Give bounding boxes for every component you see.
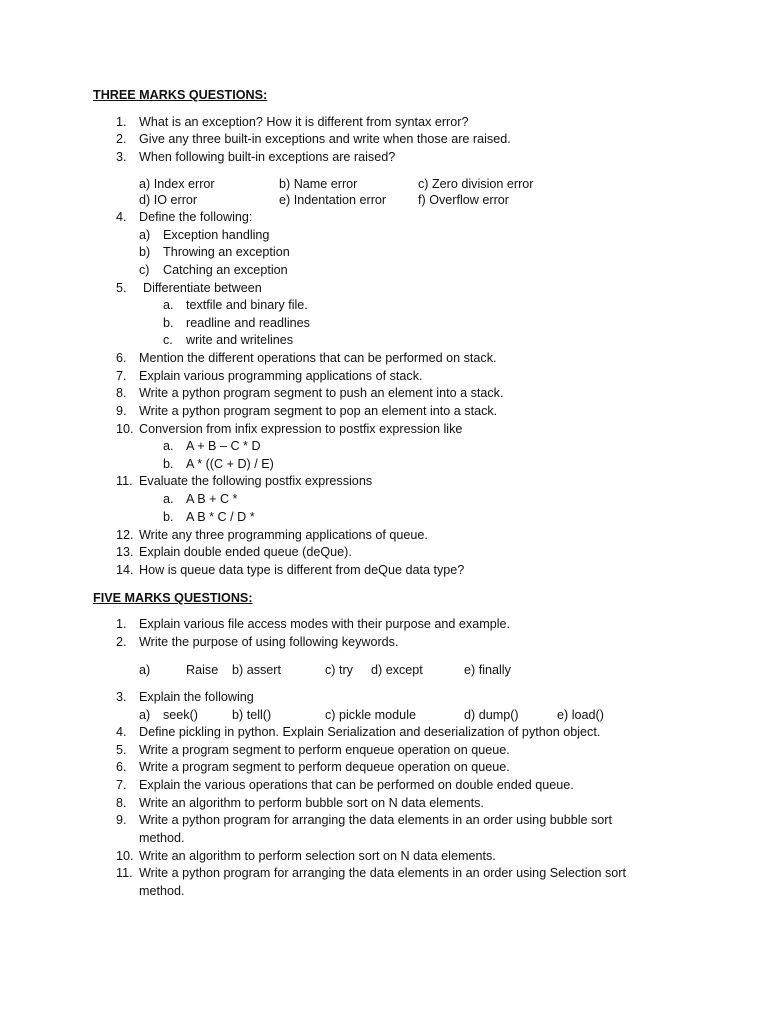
- list-item-number: 2.: [116, 132, 127, 146]
- list-item-text: Differentiate between: [143, 281, 262, 295]
- list-item-text: Define pickling in python. Explain Serialization and deserialization of python object.: [139, 725, 601, 739]
- sub-item-label: b.: [163, 510, 174, 524]
- list-item-text: Mention the different operations that can be performed on stack.: [139, 351, 497, 365]
- list-item-text: Write an algorithm to perform bubble sort on N data elements.: [139, 796, 484, 810]
- sub-item-label: b): [139, 245, 151, 259]
- sub-item-label: c.: [163, 333, 173, 347]
- option-text: d) IO error: [139, 193, 198, 207]
- list-item-number: 8.: [116, 796, 127, 810]
- list-item-text: Write the purpose of using following keywords.: [139, 635, 399, 649]
- list-item-text: Conversion from infix expression to postfix expression like: [139, 422, 463, 436]
- sub-item-label: a.: [163, 298, 174, 312]
- list-item-text: Write a python program for arranging the data elements in an order using bubble sort: [139, 813, 613, 827]
- list-item-number: 11.: [116, 866, 133, 880]
- list-item-number: 5.: [116, 281, 127, 295]
- sub-item-label: a): [139, 228, 151, 242]
- sub-item-text: Throwing an exception: [163, 245, 290, 259]
- five-marks-heading: FIVE MARKS QUESTIONS:: [93, 591, 253, 605]
- option-text: e) load(): [557, 708, 604, 722]
- sub-item-label: a.: [163, 492, 174, 506]
- option-text: seek(): [163, 708, 198, 722]
- list-item-text: Write a python program segment to push an element into a stack.: [139, 386, 504, 400]
- list-item-text: Explain various file access modes with their purpose and example.: [139, 617, 511, 631]
- list-item-number: 2.: [116, 635, 127, 649]
- option-text: Raise: [186, 663, 219, 677]
- list-item-number: 4.: [116, 725, 127, 739]
- list-item-number: 1.: [116, 617, 127, 631]
- list-item-number: 5.: [116, 743, 127, 757]
- option-text: c) Zero division error: [418, 177, 534, 191]
- list-item-continuation: method.: [139, 884, 185, 898]
- list-item-text: Write an algorithm to perform selection sort on N data elements.: [139, 849, 496, 863]
- sub-item-text: Catching an exception: [163, 263, 288, 277]
- option-text: b) tell(): [232, 708, 272, 722]
- option-text: a): [139, 708, 151, 722]
- list-item-number: 13.: [116, 545, 134, 559]
- list-item-number: 12.: [116, 528, 134, 542]
- list-item-text: Write any three programming applications of queue.: [139, 528, 428, 542]
- list-item-text: Explain double ended queue (deQue).: [139, 545, 352, 559]
- sub-item-label: b.: [163, 457, 174, 471]
- list-item-text: What is an exception? How it is different from syntax error?: [139, 115, 469, 129]
- list-item-number: 1.: [116, 115, 127, 129]
- list-item-text: Write a python program for arranging the data elements in an order using Selection sort: [139, 866, 626, 880]
- option-text: d) dump(): [464, 708, 519, 722]
- sub-item-text: Exception handling: [163, 228, 270, 242]
- list-item-number: 7.: [116, 778, 127, 792]
- list-item-number: 7.: [116, 369, 127, 383]
- list-item-text: Write a program segment to perform dequeue operation on queue.: [139, 760, 510, 774]
- list-item-number: 4.: [116, 210, 127, 224]
- sub-item-label: c): [139, 263, 150, 277]
- option-text: b) assert: [232, 663, 281, 677]
- sub-item-text: A B + C *: [186, 492, 238, 506]
- list-item-number: 10.: [116, 849, 134, 863]
- option-text: c) pickle module: [325, 708, 416, 722]
- sub-item-text: A B * C / D *: [186, 510, 255, 524]
- option-text: e) Indentation error: [279, 193, 387, 207]
- sub-item-text: A + B – C * D: [186, 439, 261, 453]
- option-text: e) finally: [464, 663, 511, 677]
- list-item-text: Define the following:: [139, 210, 253, 224]
- option-text: a): [139, 663, 151, 677]
- sub-item-text: write and writelines: [186, 333, 294, 347]
- list-item-number: 8.: [116, 386, 127, 400]
- sub-item-text: readline and readlines: [186, 316, 310, 330]
- list-item-number: 14.: [116, 563, 134, 577]
- option-text: a) Index error: [139, 177, 215, 191]
- list-item-continuation: method.: [139, 831, 185, 845]
- list-item-text: Give any three built-in exceptions and write when those are raised.: [139, 132, 511, 146]
- list-item-number: 6.: [116, 351, 127, 365]
- option-text: c) try: [325, 663, 353, 677]
- three-marks-heading: THREE MARKS QUESTIONS:: [93, 88, 268, 102]
- option-text: b) Name error: [279, 177, 358, 191]
- sub-item-label: a.: [163, 439, 174, 453]
- list-item-number: 11.: [116, 474, 133, 488]
- sub-item-label: b.: [163, 316, 174, 330]
- list-item-text: How is queue data type is different from deQue data type?: [139, 563, 465, 577]
- list-item-number: 6.: [116, 760, 127, 774]
- sub-item-text: A * ((C + D) / E): [186, 457, 274, 471]
- list-item-text: Write a python program segment to pop an element into a stack.: [139, 404, 498, 418]
- list-item-number: 3.: [116, 690, 127, 704]
- list-item-number: 10.: [116, 422, 134, 436]
- option-text: d) except: [371, 663, 423, 677]
- option-text: f) Overflow error: [418, 193, 509, 207]
- list-item-text: Explain various programming applications of stack.: [139, 369, 423, 383]
- list-item-number: 9.: [116, 813, 127, 827]
- list-item-text: Evaluate the following postfix expressions: [139, 474, 373, 488]
- list-item-text: When following built-in exceptions are raised?: [139, 150, 396, 164]
- sub-item-text: textfile and binary file.: [186, 298, 308, 312]
- list-item-number: 3.: [116, 150, 127, 164]
- list-item-text: Explain the following: [139, 690, 254, 704]
- list-item-number: 9.: [116, 404, 127, 418]
- list-item-text: Write a program segment to perform enqueue operation on queue.: [139, 743, 510, 757]
- list-item-text: Explain the various operations that can be performed on double ended queue.: [139, 778, 574, 792]
